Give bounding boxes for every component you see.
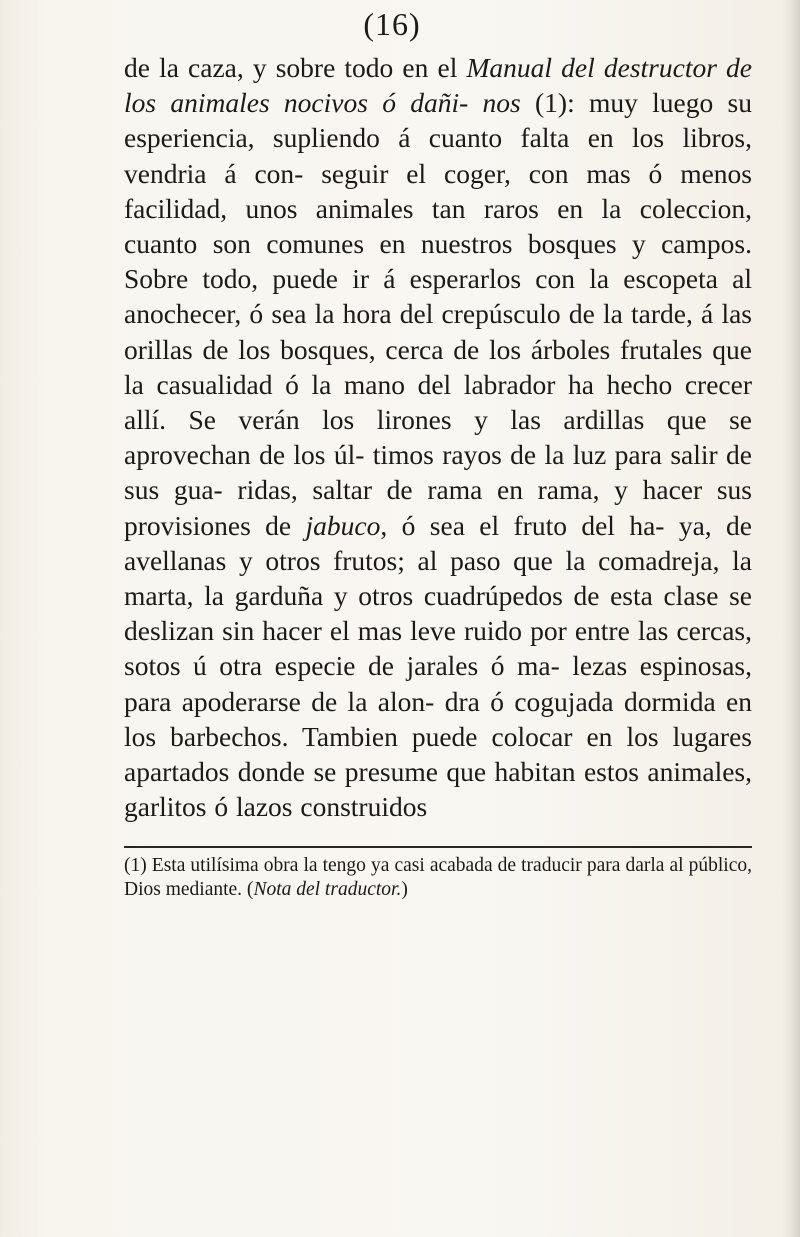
footnote-note-italic: Nota del traductor. bbox=[253, 879, 402, 900]
main-paragraph bbox=[124, 50, 752, 824]
page-edge-shadow bbox=[782, 0, 800, 1237]
paragraph-text-2: (1): muy luego su esperiencia, supliendo á cuanto falta en los libros, vendria á con- seguir el coger, con mas ó menos facilidad, unos animales tan raros en la coleccion, cuanto son comunes en nuestros bosques y campos. Sobre todo, puede ir á esperarlos con la escopeta al anochecer, ó sea la hora del crepúsculo de la tarde, á las orillas de los bosques, cerca de los árboles frutales que la casualidad ó la mano del labrador ha hecho crecer allí. Se verán los lirones y las ardillas que se aprovechan de los úl- timos rayos de la luz para salir de sus gua- ridas, saltar de rama en rama, y hacer sus provisiones de bbox=[124, 87, 752, 541]
footnote bbox=[124, 854, 752, 902]
paragraph-text-3: , ó sea el fruto del ha- ya, de avellanas y otros frutos; al paso que la comadreja, la marta, la garduña y otros cuadrúpedos de esta clase se deslizan sin hacer el mas leve ruido por entre las cercas, sotos ú otra especie de jarales ó ma- lezas espinosas, para apoderarse de la alon- dra ó cogujada dormida en los barbechos. Tambien puede colocar en los lugares apartados donde se presume que habitan estos animales, garlitos ó lazos construidos bbox=[124, 509, 752, 823]
footnote-paragraph bbox=[124, 854, 752, 902]
paragraph-text-1: de la caza, y sobre todo en el bbox=[124, 52, 467, 83]
jabuco-italic: jabuco bbox=[305, 509, 381, 541]
footnote-divider bbox=[124, 846, 752, 848]
main-text-block bbox=[124, 50, 752, 824]
book-title-italic: Manual del destructor de los animales nocivos ó dañi- nos bbox=[124, 52, 752, 119]
footnote-text: (1) Esta utilísima obra la tengo ya casi acabada de traducir para darla al público, Dios mediante. ( bbox=[124, 855, 752, 900]
footnote-close: ) bbox=[401, 879, 408, 900]
page-number: (16) bbox=[363, 6, 421, 42]
